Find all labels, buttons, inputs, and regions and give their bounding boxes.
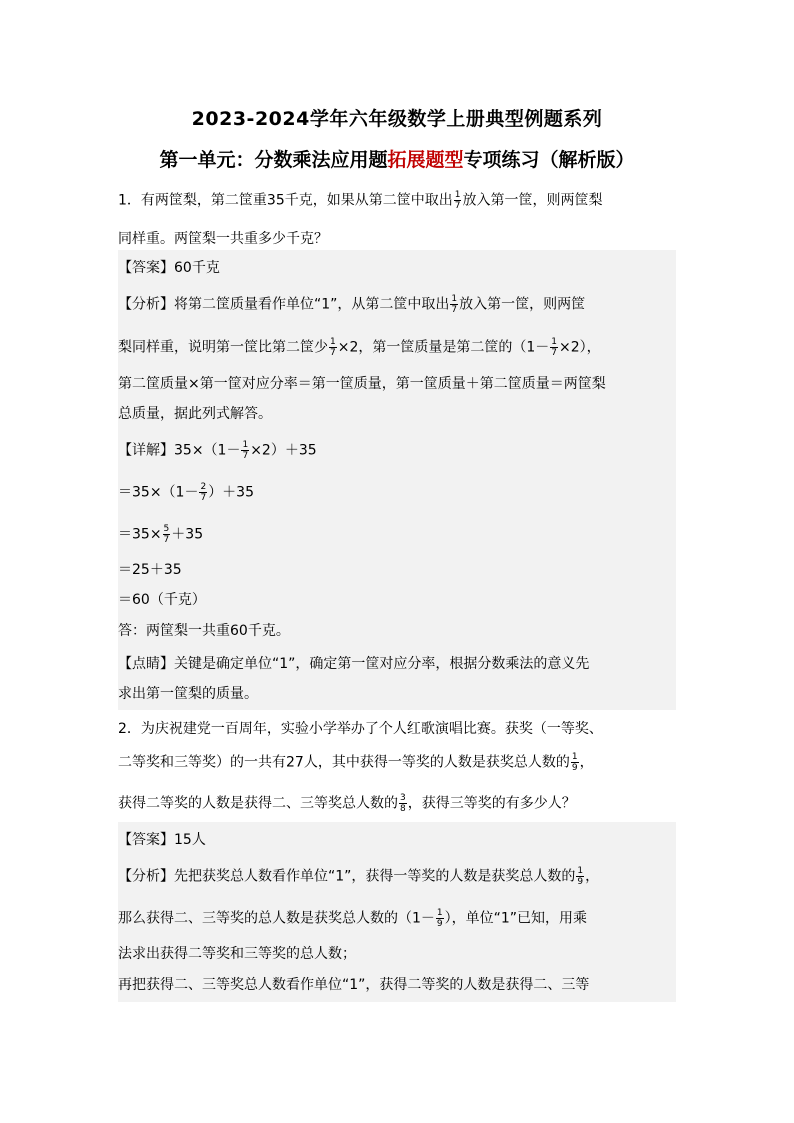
q2-analysis-line3: 法求出获得二等奖和三等奖的总人数； (118, 946, 356, 962)
q2-text-line3: 获得二等奖的人数是获得二、三等奖总人数的 $\frac{3}{8}$ ，获得三等奖的有多少人？ (118, 793, 576, 814)
subtitle-highlight: 拓展题型 (387, 149, 464, 171)
q1-detail-line5: ＝60（千克） (118, 592, 206, 608)
q1-comment-line1: 【点睛】关键是确定单位“1”，确定第一筐对应分率，根据分数乘法的意义先 (118, 656, 590, 672)
q1-detail-line4: ＝25＋35 (118, 562, 182, 578)
q1-answer: 【答案】60千克 (118, 260, 220, 276)
fraction: $\frac{1}{7}$ (242, 440, 249, 461)
q2-text-line2: 二等奖和三等奖）的一共有27人，其中获得一等奖的人数是获奖总人数的 $\frac{1}{9}$ ， (118, 752, 594, 773)
fraction: $\frac{1}{9}$ (571, 752, 578, 773)
subtitle-part2: 专项练习（解析版） (463, 149, 635, 171)
q1-solution-block (118, 250, 676, 710)
fraction: $\frac{3}{8}$ (400, 793, 406, 814)
q1-analysis-line2: 梨同样重，说明第一筐比第二筐少 $\frac{1}{7}$ ×2，第一筐质量是第二筐的（1－ $\frac{1}{7}$ ×2）， (118, 337, 601, 358)
q2-analysis-line1: 【分析】先把获奖总人数看作单位“1”，获得一等奖的人数是获奖总人数的 $\frac{1}{9}$ ， (118, 866, 600, 887)
q1-detail-line6: 答：两筐梨一共重60千克。 (118, 623, 290, 639)
q2-analysis-line2: 那么获得二、三等奖的总人数是获奖总人数的（1－ $\frac{1}{9}$ ），单位“1”已知，用乘 (118, 908, 588, 929)
q1-text-line1: 1．有两筐梨，第二筐重35千克，如果从第二筐中取出 $\frac{1}{7}$ 放入第一筐，则两筐梨 (118, 190, 603, 211)
q1-detail-line3: ＝35× $\frac{5}{7}$ ＋35 (118, 524, 204, 545)
fraction: $\frac{1}{9}$ (577, 866, 584, 887)
document-subtitle (0, 145, 794, 172)
fraction: $\frac{1}{9}$ (436, 908, 443, 929)
fraction: $\frac{2}{7}$ (200, 482, 207, 503)
q1-comment-line2: 求出第一筐梨的质量。 (118, 686, 258, 702)
q1-analysis-line4: 总质量，据此列式解答。 (118, 406, 272, 422)
q1-detail-line1: 【详解】35×（1－ $\frac{1}{7}$ ×2）＋35 (118, 440, 317, 461)
q1-analysis-line3: 第二筐质量×第一筐对应分率＝第一筐质量，第一筐质量＋第二筐质量＝两筐梨 (118, 376, 606, 392)
q1-detail-line2: ＝35×（1－ $\frac{2}{7}$ ）＋35 (118, 482, 255, 503)
q2-answer: 【答案】15人 (118, 832, 206, 848)
subtitle-part1: 第一单元：分数乘法应用题 (159, 149, 388, 171)
q1-text-line2: 同样重。两筐梨一共重多少千克？ (118, 231, 328, 247)
document-title: 2023-2024学年六年级数学上册典型例题系列 (191, 108, 603, 130)
q2-analysis-line4: 再把获得二、三等奖总人数看作单位“1”，获得二等奖的人数是获得二、三等 (118, 977, 590, 993)
fraction: $\frac{1}{7}$ (451, 294, 458, 315)
q1-analysis-line1: 【分析】将第二筐质量看作单位“1”，从第二筐中取出 $\frac{1}{7}$ 放入第一筐，则两筐 (118, 294, 586, 315)
fraction: $\frac{5}{7}$ (163, 524, 170, 545)
fraction: $\frac{1}{7}$ (551, 337, 558, 358)
fraction: $\frac{1}{7}$ (330, 337, 336, 358)
fraction: $\frac{1}{7}$ (454, 190, 461, 211)
q2-text-line1: 2．为庆祝建党一百周年，实验小学举办了个人红歌演唱比赛。获奖（一等奖、 (118, 721, 603, 737)
